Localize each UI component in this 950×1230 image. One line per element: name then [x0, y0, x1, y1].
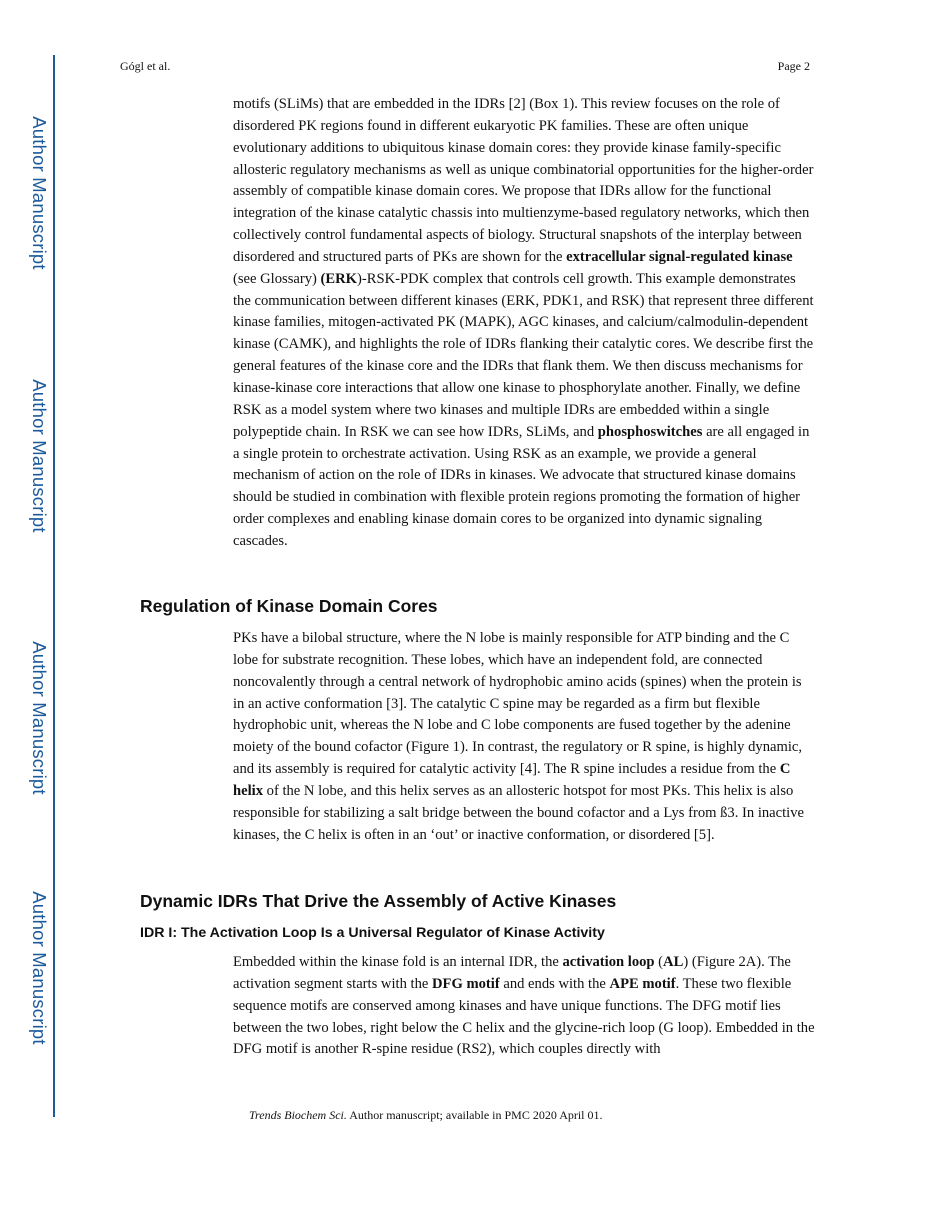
sidebar-rule	[53, 55, 55, 1117]
section-heading: Dynamic IDRs That Drive the Assembly of Active Kinases	[140, 891, 617, 911]
footer-citation: Trends Biochem Sci. Author manuscript; available in PMC 2020 April 01.	[249, 1108, 603, 1122]
sidebar-label: Author Manuscript	[29, 891, 50, 1045]
glossary-term: DFG motif	[432, 975, 500, 992]
running-head-page-number: Page 2	[777, 59, 810, 73]
glossary-term: phosphoswitches	[597, 423, 703, 440]
section-heading: Regulation of Kinase Domain Cores	[140, 596, 438, 616]
glossary-term: extracellular signal-regulated kinase	[566, 248, 793, 265]
glossary-term: APE motif	[609, 975, 676, 992]
body-paragraph: PKs have a bilobal structure, where the N lobe is mainly responsible for ATP binding and the C lobe for substrate recognition. These lobes, which have an independent fold, are connected noncovalently through a central network of hydrophobic amino acids (spines) when the protein is in an active conformation [3]. The catalytic C spine may be regarded as a firm but flexible hydrophobic unit, whereas the N lobe and C lobe components are fused together by the adenine moiety of the bound cofactor (Figure 1). In contrast, the regulatory or R spine, is highly dynamic, and its assembly is required for catalytic activity [4]. The R spine includes a residue from the C helix of the N lobe, and this helix serves as an allosteric hotspot for most PKs. This helix is also responsible for stabilizing a salt bridge between the bound cofactor and a Lys from ß3. In inactive kinases, the C helix is often in an ‘out’ or inactive conformation, or disordered [5].	[233, 630, 805, 843]
sidebar-label: Author Manuscript	[29, 116, 50, 270]
sidebar-label: Author Manuscript	[29, 641, 50, 795]
glossary-term: AL	[663, 954, 684, 970]
body-paragraph: Embedded within the kinase fold is an internal IDR, the activation loop (AL) (Figure 2A). The activation segment starts with the DFG motif and ends with the APE motif. These two flexible sequence motifs are conserved among kinases and have unique functions. The DFG motif lies between the two lobes, right below the C helix and the glycine-rich loop (G loop). Embedded in the DFG motif is another R-spine residue (RS2), which couples directly with	[233, 954, 815, 1058]
subsection-heading: IDR I: The Activation Loop Is a Universal Regulator of Kinase Activity	[140, 925, 605, 941]
glossary-term: (ERK	[320, 270, 358, 287]
running-head-authors: Gógl et al.	[120, 59, 171, 73]
glossary-term: C helix	[233, 761, 791, 799]
glossary-term: activation loop	[562, 954, 655, 970]
sidebar-label: Author Manuscript	[29, 379, 50, 533]
journal-name: Trends Biochem Sci.	[249, 1108, 347, 1122]
body-paragraph: motifs (SLiMs) that are embedded in the IDRs [2] (Box 1). This review focuses on the role of disordered PK regions found in different eukaryotic PK families. These are often unique evolutionary additions to ubiquitous kinase domain cores: they provide kinase family-specific allosteric regulatory mechanisms as well as unique combinatorial opportunities for the higher-order assembly of compatible kinase domain cores. We propose that IDRs allow for the functional integration of the kinase catalytic chassis into multienzyme-based regulatory networks, which then collectively control fundamental aspects of biology. Structural snapshots of the interplay between disordered and structured parts of PKs are shown for the extracellular signal-regulated kinase (see Glossary) (ERK)-RSK-PDK complex that controls cell growth. This example demonstrates the communication between different kinases (ERK, PDK1, and RSK) that represent three different kinase families, mitogen-activated PK (MAPK), AGC kinases, and calcium/calmodulin-dependent kinase (CAMK), and highlights the role of IDRs flanking their catalytic cores. We describe first the general features of the kinase core and the IDRs that flank them. We then discuss mechanisms for kinase-kinase core interactions that allow one kinase to phosphorylate another. Finally, we define RSK as a model system where two kinases and multiple IDRs are embedded within a single polypeptide chain. In RSK we can see how IDRs, SLiMs, and phosphoswitches are all engaged in a single protein to orchestrate activation. Using RSK as an example, we provide a general mechanism of action on the role of IDRs in kinases. We advocate that structured kinase domains should be studied in combination with flexible protein regions promoting the formation of higher order complexes and enabling kinase domain cores to be organized into dynamic signaling cascades.	[233, 96, 814, 549]
